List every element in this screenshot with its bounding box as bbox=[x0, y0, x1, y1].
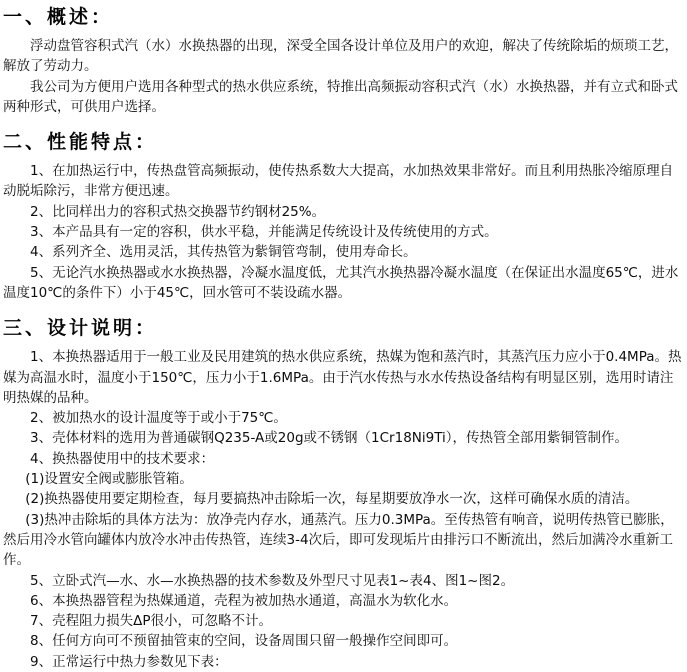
design-note-item: 2、被加热水的设计温度等于或小于75℃。 bbox=[30, 410, 287, 427]
section-heading-features: 二、性能特点： bbox=[3, 131, 158, 154]
design-note-item: 1、本换热器适用于一般工业及民用建筑的热水供应系统，热媒为饱和蒸汽时，其蒸汽压力应小于0.4MPa。热媒为高温水时，温度小于150℃，压力小于1.6MPa。由于汽水传热与水水传热设备结构有明显区别，选用时请注明热媒的品种。 bbox=[3, 349, 682, 406]
paragraph: 我公司为方便用户选用各种型式的热水供应系统，特推出高频振动容积式汽（水）水换热器，并有立式和卧式两种形式，可供用户选择。 bbox=[3, 78, 678, 115]
feature-item: 4、系列齐全、选用灵活，其传热管为紫铜管弯制，使用寿命长。 bbox=[30, 244, 417, 261]
design-note-subitem: (3)热冲击除垢的具体方法为：放净壳内存水，通蒸汽。压力0.3MPa。至传热管有响音，说明传热管已膨胀，然后用冷水管向罐体内放冷水冲击传热管，连续3-4次后，即可发现垢片由排污口不断流出，然后加满冷水重新工作。 bbox=[3, 511, 674, 569]
design-note-subitem: (2)换热器使用要定期检查，每月要搞热冲击除垢一次，每星期要放净水一次，这样可确保水质的清洁。 bbox=[25, 491, 639, 508]
feature-item: 5、无论汽水换热器或水水换热器，冷凝水温度低，尤其汽水换热器冷凝水温度（在保证出水温度65℃，进水温度10℃的条件下）小于45℃，回水管可不装设疏水器。 bbox=[3, 264, 679, 301]
design-note-subitem: (1)设置安全阀或膨胀管箱。 bbox=[25, 471, 193, 488]
paragraph: 浮动盘管容积式汽（水）水换热器的出现，深受全国各设计单位及用户的欢迎，解决了传统除垢的烦琐工艺，解放了劳动力。 bbox=[3, 38, 678, 75]
feature-item: 1、在加热运行中，传热盘管高频振动，使传热系数大大提高，水加热效果非常好。而且利用热胀冷缩原理自动脱垢除污，非常方便迅速。 bbox=[3, 163, 674, 200]
feature-item: 2、比同样出力的容积式热交换器节约钢材25%。 bbox=[30, 203, 326, 220]
design-note-item: 6、本换热器管程为热媒通道，壳程为被加热水通道，高温水为软化水。 bbox=[30, 592, 458, 609]
design-note-item: 9、正常运行中热力参数见下表： bbox=[30, 653, 228, 670]
design-note-item: 4、换热器使用中的技术要求： bbox=[30, 450, 215, 467]
design-note-item: 7、壳程阻力损失ΔP很小，可忽略不计。 bbox=[30, 613, 272, 630]
section-heading-overview: 一、概述： bbox=[3, 6, 114, 28]
feature-item: 3、本产品具有一定的容积，供水平稳，并能满足传统设计及传统使用的方式。 bbox=[30, 224, 498, 241]
section-overview bbox=[3, 5, 683, 117]
section-heading-design-notes: 三、设计说明： bbox=[3, 317, 158, 340]
section-features bbox=[3, 130, 683, 303]
design-note-item: 3、壳体材料的选用为普通碳钢Q235-A或20g或不锈钢（1Cr18Ni9Ti），传热管全部用紫铜管制作。 bbox=[30, 430, 629, 447]
section-design-notes bbox=[3, 316, 683, 672]
design-note-item: 5、立卧式汽—水、水—水换热器的技术参数及外型尺寸见表1~表4、图1~图2。 bbox=[30, 572, 515, 589]
design-note-item: 8、任何方向可不预留抽管束的空间，设备周围只留一般操作空间即可。 bbox=[30, 633, 458, 650]
